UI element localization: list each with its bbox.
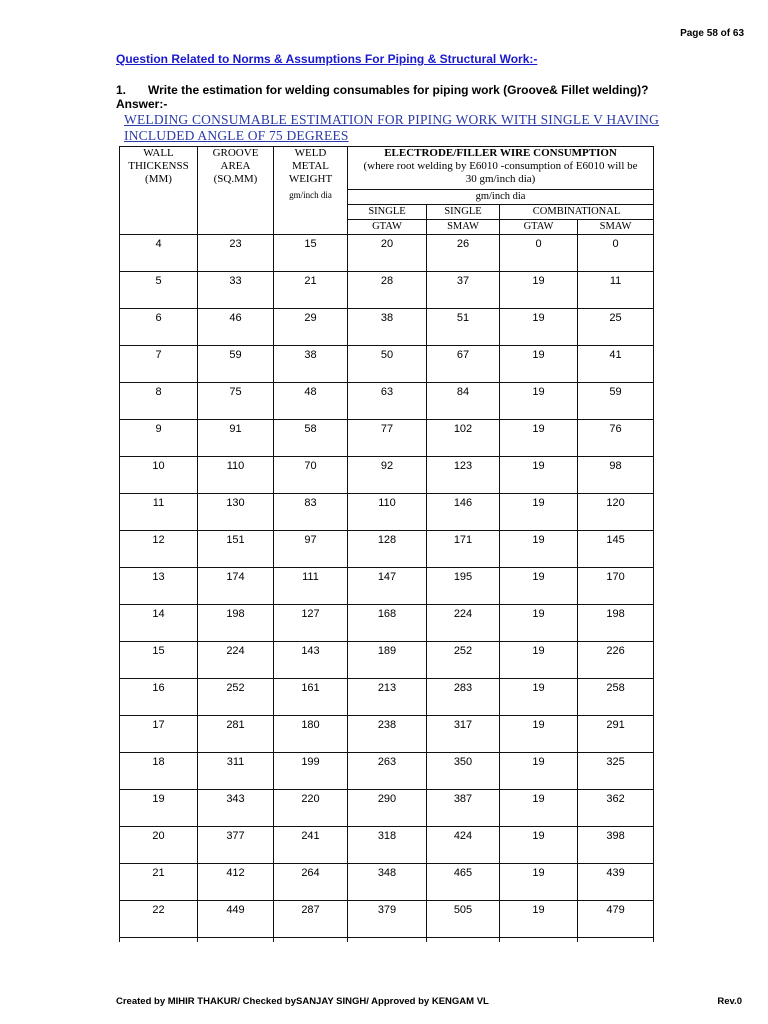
question (116, 83, 648, 97)
cell-combinational-gtaw: 19 (500, 568, 578, 605)
cell-groove-area: 33 (198, 272, 274, 309)
cell-combinational-gtaw: 0 (500, 235, 578, 272)
cell-weld-metal-weight: 264 (274, 864, 348, 901)
cell-combinational-gtaw: 19 (500, 383, 578, 420)
cell-groove-area: 130 (198, 494, 274, 531)
header-groove-area: GROOVE AREA (SQ.MM) (198, 147, 274, 235)
cell-groove-area: 46 (198, 309, 274, 346)
table-row (120, 864, 654, 901)
header-electrode-unit: gm/inch dia (348, 190, 654, 205)
table-caption-line-1: WELDING CONSUMABLE ESTIMATION FOR PIPING WORK WITH SINGLE V HAVING (124, 112, 660, 127)
cell-wall-thickness: 6 (120, 309, 198, 346)
cell-combinational-gtaw: 19 (500, 494, 578, 531)
cell-weld-metal-weight: 29 (274, 309, 348, 346)
cell-single-gtaw: 77 (348, 420, 427, 457)
cell-single-smaw: 146 (427, 494, 500, 531)
cell-wall-thickness: 21 (120, 864, 198, 901)
header-single-smaw-group: SINGLE (427, 205, 500, 220)
table-row (120, 494, 654, 531)
cell-single-smaw: 171 (427, 531, 500, 568)
cell-groove-area: 449 (198, 901, 274, 938)
cell-combinational-gtaw: 19 (500, 864, 578, 901)
cell-single-gtaw: 263 (348, 753, 427, 790)
cell-combinational-gtaw: 19 (500, 716, 578, 753)
cell-wall-thickness: 4 (120, 235, 198, 272)
cell-combinational-smaw: 291 (578, 716, 654, 753)
question-text: Write the estimation for welding consumables for piping work (Groove& Fillet welding)? (148, 83, 649, 97)
cell-combinational-smaw: 41 (578, 346, 654, 383)
cell-combinational-smaw: 145 (578, 531, 654, 568)
spacer-cell (274, 938, 348, 943)
cell-combinational-gtaw: 19 (500, 605, 578, 642)
table-row (120, 309, 654, 346)
cell-combinational-smaw: 258 (578, 679, 654, 716)
header-weld-metal-weight: WELD METAL WEIGHT gm/inch dia (274, 147, 348, 235)
cell-wall-thickness: 8 (120, 383, 198, 420)
cell-weld-metal-weight: 70 (274, 457, 348, 494)
table-row (120, 901, 654, 938)
cell-single-gtaw: 147 (348, 568, 427, 605)
table-row (120, 790, 654, 827)
cell-groove-area: 23 (198, 235, 274, 272)
spacer-cell (198, 938, 274, 943)
cell-groove-area: 151 (198, 531, 274, 568)
cell-wall-thickness: 15 (120, 642, 198, 679)
cell-combinational-smaw: 59 (578, 383, 654, 420)
cell-combinational-smaw: 120 (578, 494, 654, 531)
cell-groove-area: 75 (198, 383, 274, 420)
cell-single-smaw: 465 (427, 864, 500, 901)
cell-combinational-gtaw: 19 (500, 420, 578, 457)
cell-groove-area: 343 (198, 790, 274, 827)
header-gtaw-combinational: GTAW (500, 220, 578, 235)
cell-combinational-smaw: 479 (578, 901, 654, 938)
page-number: Page 58 of 63 (680, 28, 744, 39)
cell-single-smaw: 84 (427, 383, 500, 420)
cell-combinational-smaw: 226 (578, 642, 654, 679)
cell-single-smaw: 195 (427, 568, 500, 605)
table-row (120, 531, 654, 568)
header-smaw-combinational: SMAW (578, 220, 654, 235)
cell-weld-metal-weight: 287 (274, 901, 348, 938)
spacer-cell (120, 938, 198, 943)
cell-weld-metal-weight: 161 (274, 679, 348, 716)
header-smaw-single: SMAW (427, 220, 500, 235)
cell-single-smaw: 505 (427, 901, 500, 938)
cell-single-gtaw: 318 (348, 827, 427, 864)
cell-single-gtaw: 168 (348, 605, 427, 642)
cell-groove-area: 281 (198, 716, 274, 753)
cell-combinational-smaw: 170 (578, 568, 654, 605)
table-row (120, 568, 654, 605)
table-row (120, 753, 654, 790)
table-row (120, 679, 654, 716)
cell-weld-metal-weight: 220 (274, 790, 348, 827)
cell-groove-area: 59 (198, 346, 274, 383)
cell-wall-thickness: 12 (120, 531, 198, 568)
cell-weld-metal-weight: 97 (274, 531, 348, 568)
cell-single-gtaw: 28 (348, 272, 427, 309)
header-single-gtaw-group: SINGLE (348, 205, 427, 220)
cell-single-smaw: 67 (427, 346, 500, 383)
table-row (120, 383, 654, 420)
table-row (120, 827, 654, 864)
cell-single-smaw: 123 (427, 457, 500, 494)
question-number: 1. (116, 83, 127, 97)
cell-weld-metal-weight: 58 (274, 420, 348, 457)
table-row (120, 272, 654, 309)
cell-weld-metal-weight: 48 (274, 383, 348, 420)
cell-single-smaw: 317 (427, 716, 500, 753)
cell-weld-metal-weight: 83 (274, 494, 348, 531)
cell-combinational-smaw: 398 (578, 827, 654, 864)
cell-single-smaw: 252 (427, 642, 500, 679)
cell-single-smaw: 224 (427, 605, 500, 642)
welding-consumable-table (119, 146, 654, 942)
cell-wall-thickness: 18 (120, 753, 198, 790)
cell-weld-metal-weight: 21 (274, 272, 348, 309)
table-caption-line-2: INCLUDED ANGLE OF 75 DEGREES (124, 128, 349, 143)
cell-combinational-smaw: 11 (578, 272, 654, 309)
table-caption (124, 112, 664, 144)
cell-single-gtaw: 50 (348, 346, 427, 383)
cell-combinational-smaw: 439 (578, 864, 654, 901)
cell-single-gtaw: 213 (348, 679, 427, 716)
cell-combinational-smaw: 76 (578, 420, 654, 457)
cell-combinational-gtaw: 19 (500, 901, 578, 938)
cell-combinational-smaw: 0 (578, 235, 654, 272)
cell-weld-metal-weight: 199 (274, 753, 348, 790)
cell-combinational-gtaw: 19 (500, 827, 578, 864)
cell-combinational-gtaw: 19 (500, 790, 578, 827)
cell-combinational-smaw: 98 (578, 457, 654, 494)
cell-single-gtaw: 63 (348, 383, 427, 420)
cell-weld-metal-weight: 180 (274, 716, 348, 753)
cell-single-gtaw: 379 (348, 901, 427, 938)
cell-weld-metal-weight: 127 (274, 605, 348, 642)
cell-single-smaw: 102 (427, 420, 500, 457)
cell-single-gtaw: 110 (348, 494, 427, 531)
cell-groove-area: 91 (198, 420, 274, 457)
table-row (120, 457, 654, 494)
cell-single-smaw: 350 (427, 753, 500, 790)
cell-single-gtaw: 290 (348, 790, 427, 827)
cell-combinational-gtaw: 19 (500, 346, 578, 383)
cell-wall-thickness: 5 (120, 272, 198, 309)
cell-groove-area: 110 (198, 457, 274, 494)
cell-combinational-smaw: 325 (578, 753, 654, 790)
spacer-cell (500, 938, 578, 943)
spacer-cell (578, 938, 654, 943)
cell-combinational-smaw: 198 (578, 605, 654, 642)
cell-combinational-gtaw: 19 (500, 753, 578, 790)
header-electrode-consumption: ELECTRODE/FILLER WIRE CONSUMPTION (where root welding by E6010 -consumption of E6010 will be 30 gm/inch dia) (348, 147, 654, 190)
cell-groove-area: 412 (198, 864, 274, 901)
cell-single-smaw: 283 (427, 679, 500, 716)
table-row (120, 605, 654, 642)
cell-single-smaw: 387 (427, 790, 500, 827)
cell-single-gtaw: 38 (348, 309, 427, 346)
cell-combinational-smaw: 362 (578, 790, 654, 827)
cell-groove-area: 377 (198, 827, 274, 864)
spacer-cell (427, 938, 500, 943)
cell-wall-thickness: 10 (120, 457, 198, 494)
cell-single-gtaw: 128 (348, 531, 427, 568)
cell-wall-thickness: 19 (120, 790, 198, 827)
table-row (120, 716, 654, 753)
cell-groove-area: 198 (198, 605, 274, 642)
cell-wall-thickness: 9 (120, 420, 198, 457)
cell-groove-area: 224 (198, 642, 274, 679)
cell-single-gtaw: 92 (348, 457, 427, 494)
cell-wall-thickness: 14 (120, 605, 198, 642)
cell-single-smaw: 51 (427, 309, 500, 346)
table-row (120, 235, 654, 272)
cell-wall-thickness: 20 (120, 827, 198, 864)
table-row (120, 346, 654, 383)
cell-combinational-gtaw: 19 (500, 531, 578, 568)
answer-label: Answer:- (116, 97, 168, 111)
table-row (120, 642, 654, 679)
cell-wall-thickness: 11 (120, 494, 198, 531)
cell-wall-thickness: 7 (120, 346, 198, 383)
cell-wall-thickness: 22 (120, 901, 198, 938)
cell-combinational-gtaw: 19 (500, 679, 578, 716)
footer-credits: Created by MIHIR THAKUR/ Checked bySANJAY SINGH/ Approved by KENGAM VL (116, 996, 489, 1007)
cell-wall-thickness: 13 (120, 568, 198, 605)
header-gtaw-single: GTAW (348, 220, 427, 235)
cell-single-gtaw: 189 (348, 642, 427, 679)
table-row (120, 420, 654, 457)
cell-combinational-gtaw: 19 (500, 272, 578, 309)
cell-weld-metal-weight: 111 (274, 568, 348, 605)
cell-wall-thickness: 16 (120, 679, 198, 716)
cell-groove-area: 174 (198, 568, 274, 605)
cell-single-gtaw: 20 (348, 235, 427, 272)
table-body (120, 235, 654, 943)
section-title: Question Related to Norms & Assumptions For Piping & Structural Work:- (116, 52, 538, 66)
cell-combinational-smaw: 25 (578, 309, 654, 346)
cell-combinational-gtaw: 19 (500, 642, 578, 679)
cell-groove-area: 311 (198, 753, 274, 790)
cell-single-gtaw: 348 (348, 864, 427, 901)
footer-revision: Rev.0 (717, 996, 742, 1007)
cell-combinational-gtaw: 19 (500, 309, 578, 346)
cell-groove-area: 252 (198, 679, 274, 716)
header-combinational: COMBINATIONAL (500, 205, 654, 220)
cell-single-smaw: 424 (427, 827, 500, 864)
cell-weld-metal-weight: 38 (274, 346, 348, 383)
table-bottom-spacer (120, 938, 654, 943)
cell-weld-metal-weight: 143 (274, 642, 348, 679)
cell-combinational-gtaw: 19 (500, 457, 578, 494)
header-wall-thickness: WALL THICKENSS (MM) (120, 147, 198, 235)
cell-weld-metal-weight: 241 (274, 827, 348, 864)
spacer-cell (348, 938, 427, 943)
cell-weld-metal-weight: 15 (274, 235, 348, 272)
cell-wall-thickness: 17 (120, 716, 198, 753)
cell-single-smaw: 37 (427, 272, 500, 309)
cell-single-gtaw: 238 (348, 716, 427, 753)
cell-single-smaw: 26 (427, 235, 500, 272)
